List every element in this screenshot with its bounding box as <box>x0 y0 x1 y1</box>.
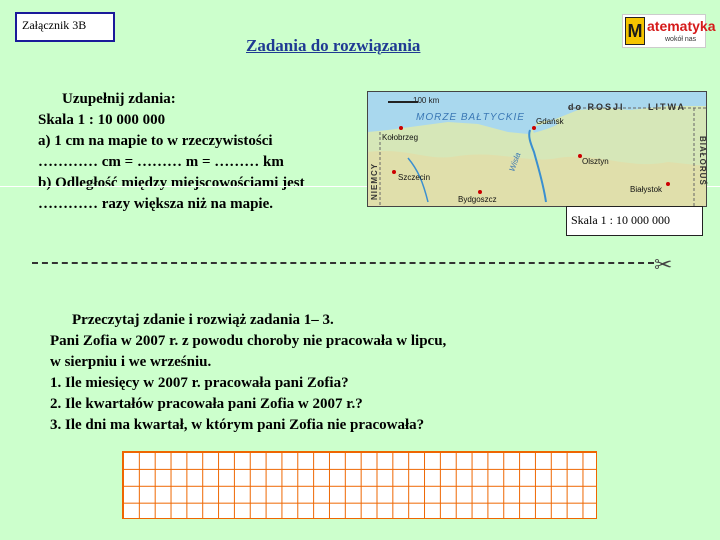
map-label-germany: NIEMCY <box>370 162 379 200</box>
map-city-label: Szczecin <box>398 173 431 182</box>
map-label-belarus: BIAŁORUŚ <box>698 136 707 186</box>
task2-text <box>50 310 446 436</box>
map-city-label: Białystok <box>630 185 663 194</box>
attachment-label: Załącznik 3B <box>15 12 115 42</box>
map-image <box>367 91 707 207</box>
map-city-dot <box>478 190 482 194</box>
page-title: Zadania do rozwiązania <box>246 36 421 55</box>
map-city-label: Kołobrzeg <box>382 133 419 142</box>
map-city-dot <box>532 126 536 130</box>
cut-line <box>32 262 654 264</box>
map-city-dot <box>666 182 670 186</box>
map-city-label: Bydgoszcz <box>458 195 497 204</box>
map-sea-label: MORZE BAŁTYCKIE <box>416 112 525 123</box>
map-river-label: Wisła <box>507 151 523 173</box>
scale-caption: Skala 1 : 10 000 000 <box>566 206 703 236</box>
task1-line: Skala 1 : 10 000 000 <box>38 112 166 128</box>
map-city-dot <box>399 126 403 130</box>
map-svg <box>368 92 706 206</box>
map-scale-label: 100 km <box>413 96 440 105</box>
map-label-lithuania: LITWA <box>648 102 686 112</box>
task1-line: ………… razy większa niż na mapie. <box>38 196 273 212</box>
answer-grid <box>122 451 597 519</box>
task2-line: Przeczytaj zdanie i rozwiąż zadania 1– 3. <box>72 312 334 328</box>
logo <box>622 14 716 48</box>
task2-line: 3. Ile dni ma kwartał, w którym pani Zofia nie pracowała? <box>50 417 425 433</box>
map-city-label: Gdańsk <box>536 117 564 126</box>
task2-line: 2. Ile kwartałów pracowała pani Zofia w 2007 r.? <box>50 396 363 412</box>
map-city-dot <box>392 170 396 174</box>
logo-subtitle: wokół nas <box>665 36 697 43</box>
task1-line: a) 1 cm na mapie to w rzeczywistości <box>38 133 273 149</box>
task1-line: ………… cm = ……… m = ……… km <box>38 154 284 170</box>
task1-line: Uzupełnij zdania: <box>62 91 176 107</box>
logo-mark: M <box>625 17 645 45</box>
task1-text <box>38 89 305 215</box>
task2-line: 1. Ile miesięcy w 2007 r. pracowała pani Zofia? <box>50 375 349 391</box>
map-label-russia: do ROSJI <box>568 102 625 112</box>
task2-line: Pani Zofia w 2007 r. z powodu choroby nie pracowała w lipcu, <box>50 333 447 349</box>
logo-word: atematyka <box>647 18 716 34</box>
task2-line: w sierpniu i we wrześniu. <box>50 354 212 370</box>
scissors-icon: ✂ <box>654 253 673 278</box>
task1-line: b) Odległość między miejscowościami jest <box>38 175 305 191</box>
map-city-label: Olsztyn <box>582 157 609 166</box>
